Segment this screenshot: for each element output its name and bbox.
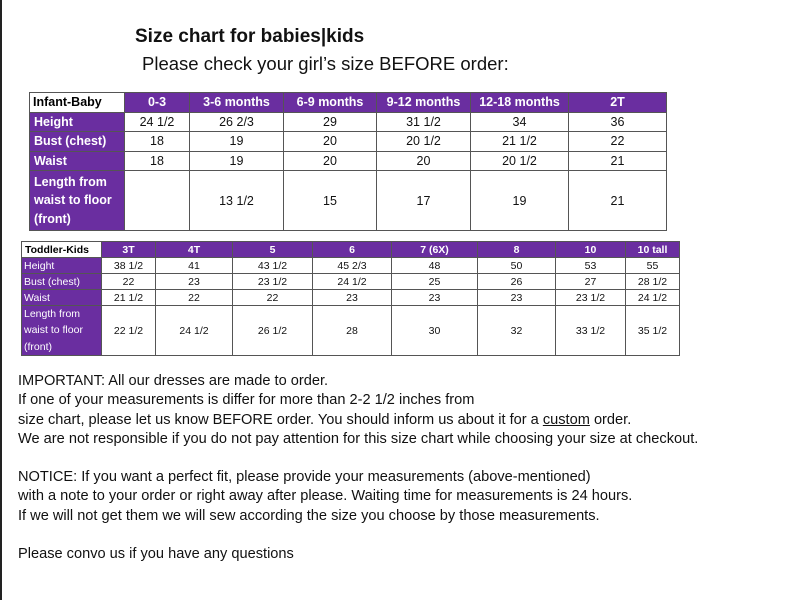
important-line: IMPORTANT: All our dresses are made to order. [18,373,329,389]
table-row [22,306,680,356]
table-cell: 26 1/2 [233,306,313,356]
table-cell: 20 [284,151,377,171]
infant-col-header: 0-3 [125,93,190,113]
table-cell: 24 1/2 [626,290,680,306]
table-cell: 30 [392,306,478,356]
toddler-col-header: 5 [233,242,313,258]
important-line: We are not responsible if you do not pay attention for this size chart while choosing your size at checkout. [18,430,699,447]
table-cell: 50 [478,258,556,274]
table-cell: 36 [569,112,667,132]
table-row [30,171,667,231]
table-cell: 26 [478,274,556,290]
table-cell: 19 [190,151,284,171]
toddler-corner-label: Toddler-Kids [22,242,102,258]
table-cell: 22 [569,132,667,152]
table-cell: 31 1/2 [377,112,471,132]
table-cell: 20 1/2 [471,151,569,171]
infant-corner-label: Infant-Baby [30,93,125,113]
table-cell: 23 [392,290,478,306]
notice-line: with a note to your order or right away after please. Waiting time for measurements is 24 hours. [18,488,633,505]
table-cell: 55 [626,258,680,274]
important-text: size chart, please let us know BEFORE order. You should inform us about it for a [18,411,543,428]
table-cell: 18 [125,132,190,152]
custom-order-link[interactable]: custom [542,411,590,428]
table-cell: 32 [478,306,556,356]
table-cell: 24 1/2 [156,306,233,356]
table-cell: 13 1/2 [190,171,284,231]
important-line [18,411,794,430]
table-cell: 33 1/2 [556,306,626,356]
table-cell: 26 2/3 [190,112,284,132]
table-cell: 27 [556,274,626,290]
table-cell: 18 [125,151,190,171]
table-cell: 21 1/2 [102,290,156,306]
table-cell: 20 1/2 [377,132,471,152]
infant-col-header: 12-18 months [471,93,569,113]
table-cell: 35 1/2 [626,306,680,356]
spacer [18,526,794,545]
page-title: Size chart for babies|kids [135,26,365,47]
table-cell: 28 1/2 [626,274,680,290]
table-cell: 38 1/2 [102,258,156,274]
infant-col-header: 3-6 months [190,93,284,113]
table-cell: 21 [569,151,667,171]
table-cell: 15 [284,171,377,231]
infant-row-label: Waist [30,151,125,171]
table-cell: 53 [556,258,626,274]
toddler-col-header: 7 (6X) [392,242,478,258]
notice-line: NOTICE: If you want a perfect fit, please provide your measurements (above-mentioned) [18,469,591,486]
notice-line: If we will not get them we will sew according the size you choose by those measurements. [18,507,600,524]
table-cell: 23 [313,290,392,306]
page-left-border [0,0,2,600]
infant-col-header: 2T [569,93,667,113]
table-cell: 48 [392,258,478,274]
table-row [30,132,667,152]
infant-row-label: Bust (chest) [30,132,125,152]
infant-col-header: 9-12 months [377,93,471,113]
infant-row-label: Length from waist to floor (front) [30,171,125,231]
table-cell: 19 [190,132,284,152]
convo-line: Please convo us if you have any questions [18,546,294,563]
table-row [22,290,680,306]
spacer [18,449,794,468]
page-subtitle: Please check your girl’s size BEFORE order: [142,53,509,74]
table-cell: 25 [392,274,478,290]
infant-size-table [29,92,667,231]
toddler-col-header: 10 tall [626,242,680,258]
table-cell: 23 1/2 [233,274,313,290]
table-cell: 45 2/3 [313,258,392,274]
table-cell: 34 [471,112,569,132]
table-cell: 20 [377,151,471,171]
table-cell: 22 [102,274,156,290]
toddler-header-row [22,242,680,258]
toddler-row-label: Height [22,258,102,274]
table-row [22,274,680,290]
table-cell: 41 [156,258,233,274]
table-cell: 23 1/2 [556,290,626,306]
toddler-row-label: Bust (chest) [22,274,102,290]
toddler-col-header: 6 [313,242,392,258]
notes-section [18,372,794,564]
table-cell: 23 [478,290,556,306]
table-cell: 43 1/2 [233,258,313,274]
table-row [22,258,680,274]
table-cell: 21 [569,171,667,231]
table-cell: 17 [377,171,471,231]
toddler-col-header: 4T [156,242,233,258]
table-cell [125,171,190,231]
toddler-col-header: 10 [556,242,626,258]
important-line: If one of your measurements is differ for more than 2-2 1/2 inches from [18,392,475,409]
toddler-row-label: Waist [22,290,102,306]
table-cell: 22 [233,290,313,306]
important-text: order. [589,411,632,428]
table-cell: 29 [284,112,377,132]
table-cell: 19 [471,171,569,231]
toddler-col-header: 8 [478,242,556,258]
table-row [30,112,667,132]
table-row [30,151,667,171]
table-cell: 24 1/2 [125,112,190,132]
toddler-row-label: Length from waist to floor (front) [22,306,102,356]
infant-header-row [30,93,667,113]
table-cell: 20 [284,132,377,152]
infant-col-header: 6-9 months [284,93,377,113]
table-cell: 22 [156,290,233,306]
table-cell: 21 1/2 [471,132,569,152]
toddler-col-header: 3T [102,242,156,258]
toddler-size-table [21,241,680,356]
infant-row-label: Height [30,112,125,132]
table-cell: 24 1/2 [313,274,392,290]
table-cell: 23 [156,274,233,290]
table-cell: 28 [313,306,392,356]
table-cell: 22 1/2 [102,306,156,356]
